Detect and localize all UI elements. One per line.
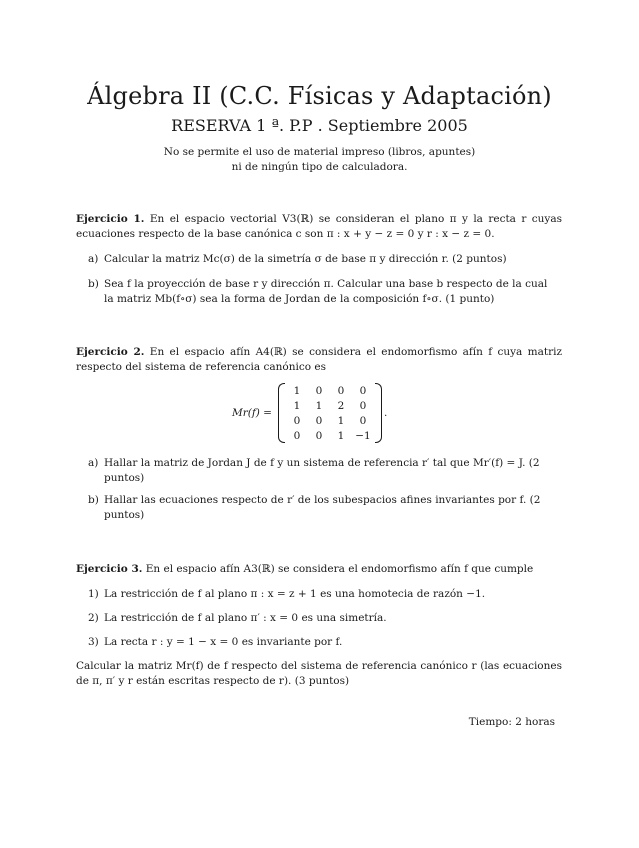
exercise-3-heading: Ejercicio 3. [76,563,143,575]
matrix-cell: 0 [359,384,367,397]
matrix-cell: 1 [337,429,345,442]
exercise-2-intro [76,345,562,375]
notice-line-1: No se permite el uso de material impreso (libros, apuntes) [163,146,476,158]
exercise-3-intro [76,562,562,577]
matrix-cell: 0 [359,414,367,427]
matrix [278,383,382,443]
matrix-cell: 2 [337,399,345,412]
exercise-2-heading: Ejercicio 2. [76,346,145,358]
item-text: Calcular la matriz Mc(σ) de la simetría σ de base π y dirección r. (2 puntos) [104,253,507,265]
matrix-table [286,383,374,443]
matrix-end: . [384,407,388,419]
matrix-cell: 0 [315,384,323,397]
matrix-cell: 0 [293,414,301,427]
matrix-cell: 0 [315,414,323,427]
exercise-1-heading: Ejercicio 1. [76,213,145,225]
item-text: La restricción de f al plano π : x = z + 1 es una homotecia de razón −1. [104,588,486,600]
matrix-left-bracket [278,383,285,443]
exam-subtitle: RESERVA 1 ª. P.P . Septiembre 2005 [171,116,468,135]
exam-title: Álgebra II (C.C. Físicas y Adaptación) [87,82,552,110]
item-text: La restricción de f al plano π′ : x = 0 es una simetría. [104,612,387,624]
exercise-2-text: En el espacio afín A4(ℝ) se considera el endomorfismo afín f cuya matriz respecto del sistema de referencia canónico es [76,346,562,373]
item-label: b) [88,494,99,506]
item-label: 1) [88,588,99,600]
exercise-3-item-1 [88,587,562,602]
exercise-3-item-3 [88,635,562,650]
item-label: 3) [88,636,99,648]
matrix-cell: 1 [293,399,301,412]
matrix-row [286,383,374,398]
matrix-cell: 1 [337,414,345,427]
exercise-2-item-a [88,456,562,486]
matrix-cell: 0 [337,384,345,397]
matrix-cell: 0 [359,399,367,412]
matrix-label: Mr(f) = [232,407,272,419]
exercise-1-item-b [88,277,562,307]
exam-notice [0,145,639,175]
matrix-right-bracket [375,383,382,443]
matrix-cell: 1 [315,399,323,412]
exercise-1-text: En el espacio vectorial V3(ℝ) se consideran el plano π y la recta r cuyas ecuaciones respecto de la base canónica c son π : x + y − z = 0 y r : x − z = 0. [76,213,562,240]
exercise-3-item-2 [88,611,562,626]
item-text: La recta r : y = 1 − x = 0 es invariante por f. [104,636,343,648]
matrix-cell: 1 [293,384,301,397]
matrix-row [286,413,374,428]
matrix-cell: 0 [315,429,323,442]
exercise-1-item-a [88,252,562,267]
item-label: 2) [88,612,99,624]
exercise-3-text: En el espacio afín A3(ℝ) se considera el endomorfismo afín f que cumple [145,563,534,575]
exam-time: Tiempo: 2 horas [468,716,555,728]
item-label: b) [88,278,99,290]
matrix-row [286,428,374,443]
matrix-row [286,398,374,413]
exercise-1-intro [76,212,562,242]
item-text: Hallar la matriz de Jordan J de f y un sistema de referencia r′ tal que Mr′(f) = J. (2 puntos) [104,457,540,484]
item-label: a) [88,253,99,265]
exercise-2-item-b [88,493,562,523]
item-text: Hallar las ecuaciones respecto de r′ de los subespacios afines invariantes por f. (2 puntos) [104,494,541,521]
exercise-3-conclusion: Calcular la matriz Mr(f) de f respecto del sistema de referencia canónico r (las ecuaciones de π, π′ y r están escritas respecto de r). (3 puntos) [76,660,562,687]
matrix-cell: −1 [355,429,371,442]
item-label: a) [88,457,99,469]
item-text: Sea f la proyección de base r y dirección π. Calcular una base b respecto de la cual la matriz Mb(f∘σ) sea la forma de Jordan de la composición f∘σ. (1 punto) [104,278,548,305]
matrix-equation [232,383,387,443]
matrix-cell: 0 [293,429,301,442]
notice-line-2: ni de ningún tipo de calculadora. [231,161,408,173]
